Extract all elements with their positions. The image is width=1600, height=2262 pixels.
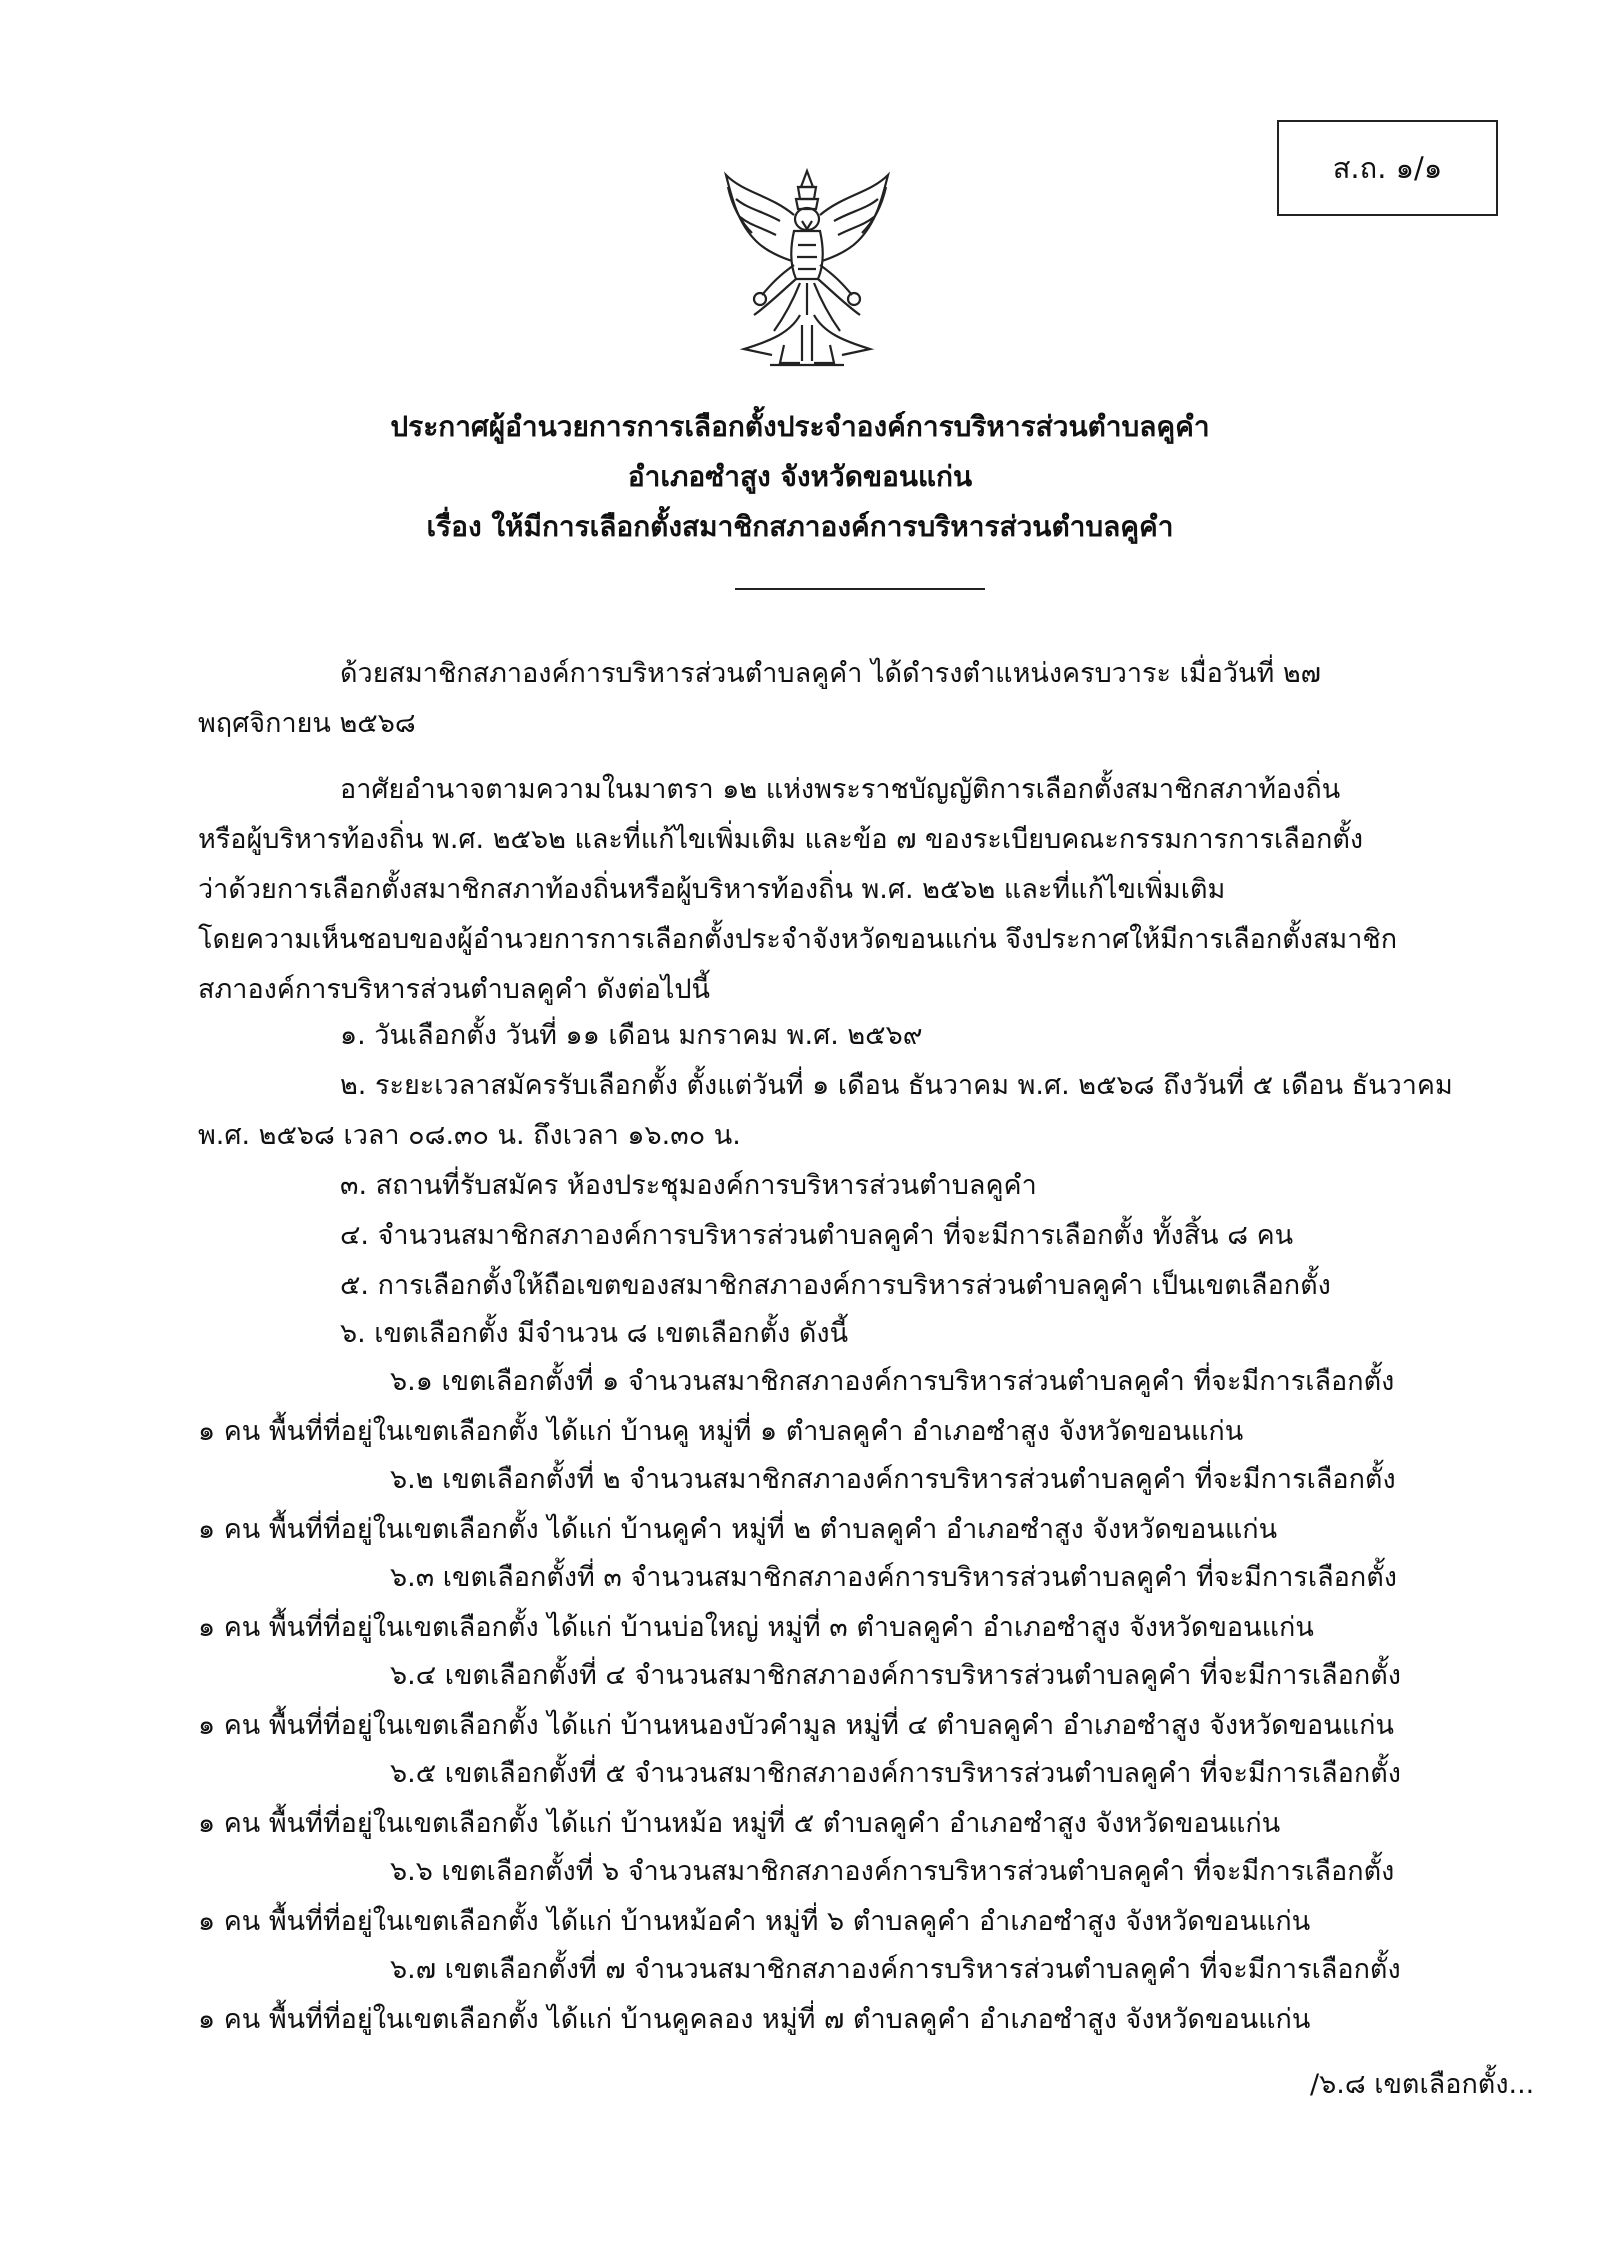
district-6-6-line-2: ๑ คน พื้นที่ที่อยู่ในเขตเลือกตั้ง ได้แก่ บ้านหม้อคำ หมู่ที่ ๖ ตำบลคูคำ อำเภอซำสูง จังหวัดขอนแก่น <box>198 1906 1311 1937</box>
paragraph-1-line-1: ด้วยสมาชิกสภาองค์การบริหารส่วนตำบลคูคำ ได้ดำรงตำแหน่งครบวาระ เมื่อวันที่ ๒๗ <box>340 658 1321 689</box>
title-divider <box>735 588 985 590</box>
district-6-3-line-2: ๑ คน พื้นที่ที่อยู่ในเขตเลือกตั้ง ได้แก่ บ้านบ่อใหญ่ หมู่ที่ ๓ ตำบลคูคำ อำเภอซำสูง จังหวัดขอนแก่น <box>198 1612 1314 1643</box>
district-6-6-line-1: ๖.๖ เขตเลือกตั้งที่ ๖ จำนวนสมาชิกสภาองค์การบริหารส่วนตำบลคูคำ ที่จะมีการเลือกตั้ง <box>390 1856 1395 1887</box>
paragraph-1-line-2: พฤศจิกายน ๒๕๖๘ <box>198 708 416 739</box>
district-6-7-line-2: ๑ คน พื้นที่ที่อยู่ในเขตเลือกตั้ง ได้แก่ บ้านคูคลอง หมู่ที่ ๗ ตำบลคูคำ อำเภอซำสูง จังหวัดขอนแก่น <box>198 2004 1311 2035</box>
district-6-7-line-1: ๖.๗ เขตเลือกตั้งที่ ๗ จำนวนสมาชิกสภาองค์การบริหารส่วนตำบลคูคำ ที่จะมีการเลือกตั้ง <box>390 1954 1401 1985</box>
item-1: ๑. วันเลือกตั้ง วันที่ ๑๑ เดือน มกราคม พ.ศ. ๒๕๖๙ <box>340 1020 923 1051</box>
item-2-line-1: ๒. ระยะเวลาสมัครรับเลือกตั้ง ตั้งแต่วันที่ ๑ เดือน ธันวาคม พ.ศ. ๒๕๖๘ ถึงวันที่ ๕ เดือน ธันวาคม <box>340 1070 1453 1101</box>
item-2-line-2: พ.ศ. ๒๕๖๘ เวลา ๐๘.๓๐ น. ถึงเวลา ๑๖.๓๐ น. <box>198 1120 741 1151</box>
district-6-4-line-2: ๑ คน พื้นที่ที่อยู่ในเขตเลือกตั้ง ได้แก่ บ้านหนองบัวคำมูล หมู่ที่ ๔ ตำบลคูคำ อำเภอซำสูง จังหวัดขอนแก่น <box>198 1710 1394 1741</box>
district-6-5-line-1: ๖.๕ เขตเลือกตั้งที่ ๕ จำนวนสมาชิกสภาองค์การบริหารส่วนตำบลคูคำ ที่จะมีการเลือกตั้ง <box>390 1758 1401 1789</box>
paragraph-2-line-3: ว่าด้วยการเลือกตั้งสมาชิกสภาท้องถิ่นหรือผู้บริหารท้องถิ่น พ.ศ. ๒๕๖๒ และที่แก้ไขเพิ่มเติม <box>198 874 1226 905</box>
item-6: ๖. เขตเลือกตั้ง มีจำนวน ๘ เขตเลือกตั้ง ดังนี้ <box>340 1318 849 1349</box>
item-5: ๕. การเลือกตั้งให้ถือเขตของสมาชิกสภาองค์การบริหารส่วนตำบลคูคำ เป็นเขตเลือกตั้ง <box>340 1270 1331 1301</box>
continued-reference: /๖.๘ เขตเลือกตั้ง... <box>1310 2069 1535 2100</box>
garuda-emblem-icon <box>710 165 905 375</box>
paragraph-2-line-1: อาศัยอำนาจตามความในมาตรา ๑๒ แห่งพระราชบัญญัติการเลือกตั้งสมาชิกสภาท้องถิ่น <box>340 774 1341 805</box>
item-3: ๓. สถานที่รับสมัคร ห้องประชุมองค์การบริหารส่วนตำบลคูคำ <box>340 1170 1037 1201</box>
title-line-2: อำเภอซำสูง จังหวัดขอนแก่น <box>627 460 973 493</box>
form-code: ส.ถ. ๑/๑ <box>1332 151 1443 185</box>
district-6-1-line-1: ๖.๑ เขตเลือกตั้งที่ ๑ จำนวนสมาชิกสภาองค์การบริหารส่วนตำบลคูคำ ที่จะมีการเลือกตั้ง <box>390 1366 1395 1397</box>
title-line-3: เรื่อง ให้มีการเลือกตั้งสมาชิกสภาองค์การบริหารส่วนตำบลคูคำ <box>426 510 1174 543</box>
district-6-4-line-1: ๖.๔ เขตเลือกตั้งที่ ๔ จำนวนสมาชิกสภาองค์การบริหารส่วนตำบลคูคำ ที่จะมีการเลือกตั้ง <box>390 1660 1401 1691</box>
district-6-2-line-1: ๖.๒ เขตเลือกตั้งที่ ๒ จำนวนสมาชิกสภาองค์การบริหารส่วนตำบลคูคำ ที่จะมีการเลือกตั้ง <box>390 1464 1396 1495</box>
paragraph-2-line-2: หรือผู้บริหารท้องถิ่น พ.ศ. ๒๕๖๒ และที่แก้ไขเพิ่มเติม และข้อ ๗ ของระเบียบคณะกรรมการการเลือกตั้ง <box>198 824 1364 855</box>
paragraph-2-line-5: สภาองค์การบริหารส่วนตำบลคูคำ ดังต่อไปนี้ <box>198 974 710 1005</box>
title-line-1: ประกาศผู้อำนวยการการเลือกตั้งประจำองค์การบริหารส่วนตำบลคูคำ <box>390 410 1210 443</box>
form-code-box <box>1277 120 1498 216</box>
district-6-5-line-2: ๑ คน พื้นที่ที่อยู่ในเขตเลือกตั้ง ได้แก่ บ้านหม้อ หมู่ที่ ๕ ตำบลคูคำ อำเภอซำสูง จังหวัดขอนแก่น <box>198 1808 1281 1839</box>
district-6-1-line-2: ๑ คน พื้นที่ที่อยู่ในเขตเลือกตั้ง ได้แก่ บ้านคู หมู่ที่ ๑ ตำบลคูคำ อำเภอซำสูง จังหวัดขอนแก่น <box>198 1416 1244 1447</box>
paragraph-2-line-4: โดยความเห็นชอบของผู้อำนวยการการเลือกตั้งประจำจังหวัดขอนแก่น จึงประกาศให้มีการเลือกตั้งสมาชิก <box>198 924 1398 955</box>
item-4: ๔. จำนวนสมาชิกสภาองค์การบริหารส่วนตำบลคูคำ ที่จะมีการเลือกตั้ง ทั้งสิ้น ๘ คน <box>340 1220 1294 1251</box>
district-6-2-line-2: ๑ คน พื้นที่ที่อยู่ในเขตเลือกตั้ง ได้แก่ บ้านคูคำ หมู่ที่ ๒ ตำบลคูคำ อำเภอซำสูง จังหวัดขอนแก่น <box>198 1514 1278 1545</box>
district-6-3-line-1: ๖.๓ เขตเลือกตั้งที่ ๓ จำนวนสมาชิกสภาองค์การบริหารส่วนตำบลคูคำ ที่จะมีการเลือกตั้ง <box>390 1562 1397 1593</box>
